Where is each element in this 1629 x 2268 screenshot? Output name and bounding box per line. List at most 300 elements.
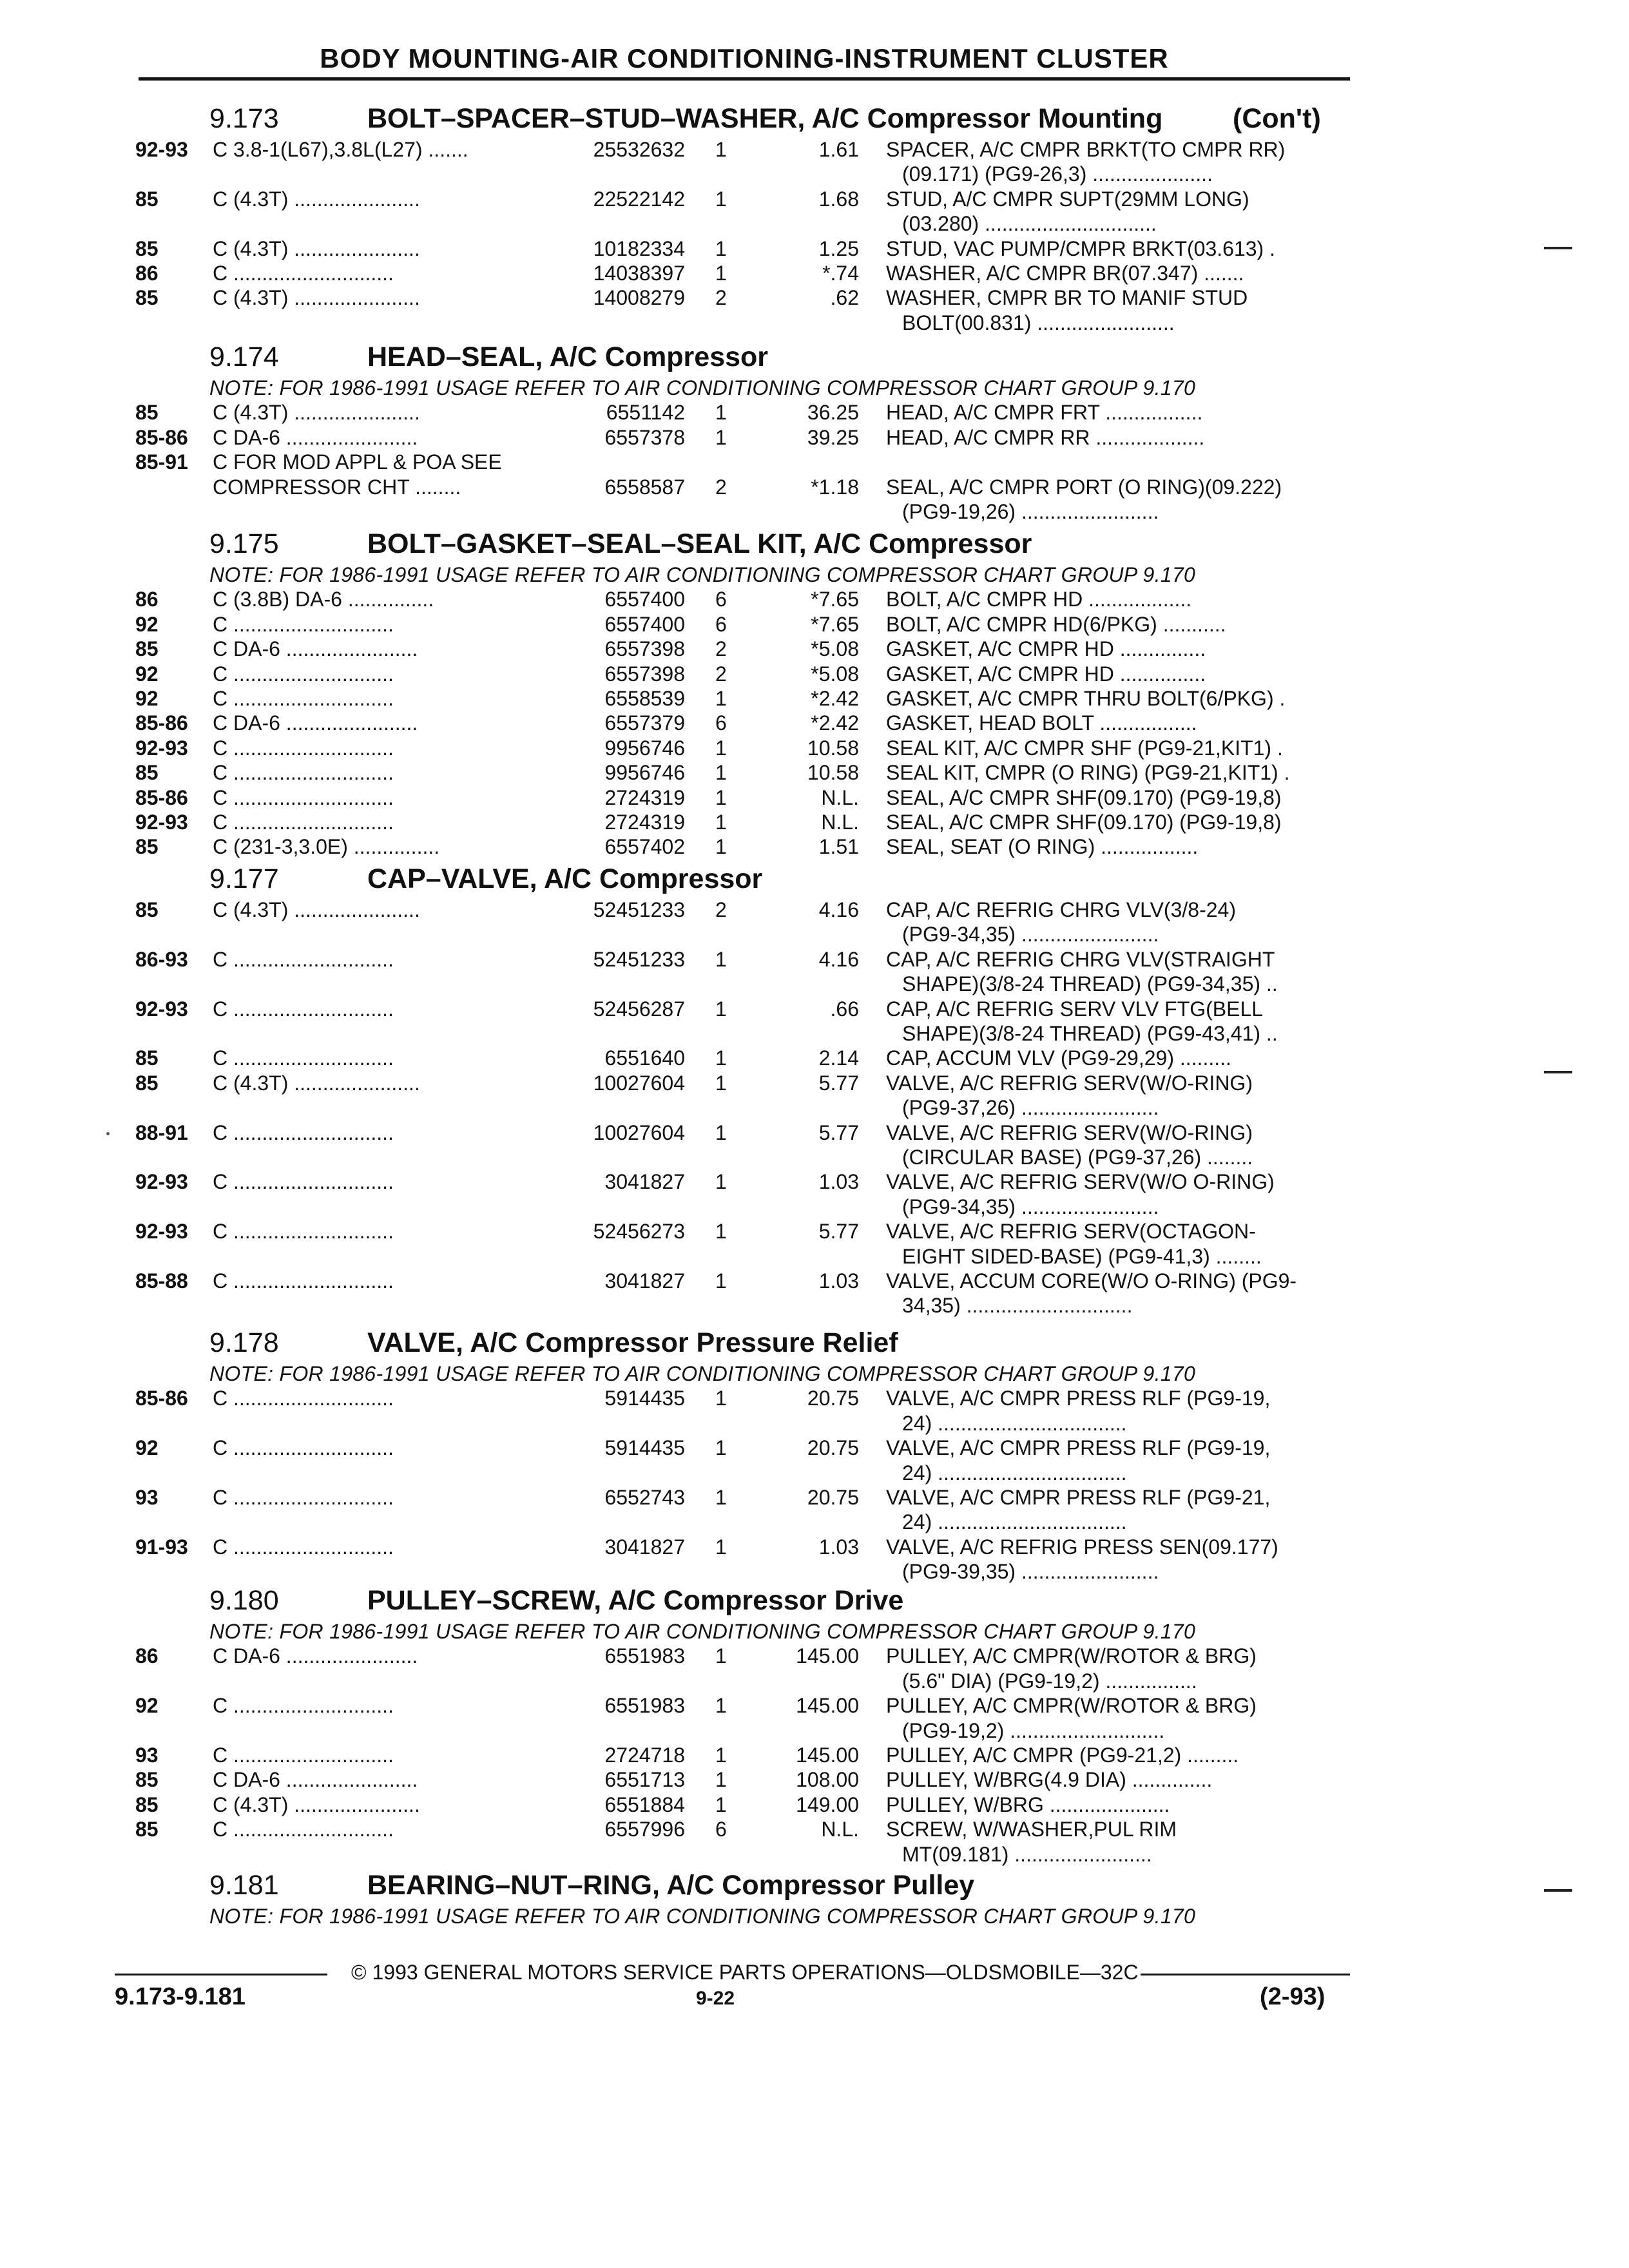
section-continued: (Con't) — [1233, 103, 1321, 134]
model-years: 85 — [135, 286, 159, 310]
application: C ............................ — [213, 1170, 394, 1194]
footer-page-number: 9-22 — [696, 1988, 735, 2009]
quantity: 1 — [715, 947, 727, 971]
price: 1.51 — [818, 835, 859, 859]
part-number: 22522142 — [593, 187, 685, 211]
part-description: VALVE, ACCUM CORE(W/O O-RING) (PG9- — [886, 1269, 1297, 1293]
model-years: 92 — [135, 662, 159, 686]
application: C (4.3T) ...................... — [213, 236, 420, 260]
parts-row — [0, 187, 1629, 212]
part-description: VALVE, A/C REFRIG SERV(W/O O-RING) — [886, 1170, 1275, 1194]
part-description: PULLEY, W/BRG(4.9 DIA) .............. — [886, 1768, 1213, 1792]
parts-row-continuation — [0, 1560, 1629, 1584]
section-heading — [0, 528, 1629, 559]
part-number: 6557378 — [604, 425, 685, 449]
part-description: PULLEY, A/C CMPR (PG9-21,2) ......... — [886, 1744, 1239, 1767]
model-years: 85-86 — [135, 785, 188, 809]
application: C ............................ — [213, 736, 394, 760]
part-description: SPACER, A/C CMPR BRKT(TO CMPR RR) — [886, 138, 1286, 161]
model-years: 85 — [135, 1071, 159, 1095]
application: C ............................ — [213, 262, 394, 285]
page-title: BODY MOUNTING-AIR CONDITIONING-INSTRUMENT CLUSTER — [320, 43, 1169, 73]
part-number: 6557996 — [604, 1818, 685, 1841]
parts-row-continuation — [0, 1294, 1629, 1318]
model-years: 92 — [135, 612, 159, 636]
part-number: 6551983 — [604, 1694, 685, 1718]
price: *2.42 — [811, 711, 859, 735]
part-number: 2724319 — [604, 785, 685, 809]
parts-row — [0, 1046, 1629, 1071]
quantity: 1 — [715, 262, 727, 285]
parts-row — [0, 237, 1629, 262]
part-description-continued: (PG9-34,35) ........................ — [902, 923, 1159, 947]
parts-row — [0, 835, 1629, 860]
part-number: 6557398 — [604, 637, 685, 661]
price: 4.16 — [818, 947, 859, 971]
section-title: BOLT–SPACER–STUD–WASHER, A/C Compressor Mounting — [367, 103, 1163, 134]
part-description: PULLEY, W/BRG ..................... — [886, 1792, 1170, 1816]
part-number: 2724319 — [604, 811, 685, 834]
part-description: SEAL, SEAT (O RING) ................. — [886, 835, 1199, 859]
application: C (4.3T) ...................... — [213, 401, 420, 425]
model-years: 85 — [135, 1768, 159, 1792]
model-years: 92-93 — [135, 736, 188, 760]
model-years: 88-91 — [135, 1120, 188, 1144]
part-number: 6558587 — [604, 475, 685, 499]
part-description-continued: (03.280) .............................. — [902, 212, 1157, 236]
part-number: 5914435 — [604, 1387, 685, 1410]
price: 1.25 — [818, 236, 859, 260]
section-heading — [0, 341, 1629, 372]
section-number: 9.180 — [209, 1585, 279, 1616]
parts-row-continuation — [0, 1022, 1629, 1046]
part-description: SEAL, A/C CMPR SHF(09.170) (PG9-19,8) — [886, 785, 1282, 809]
application: C ............................ — [213, 1486, 394, 1509]
application: C (4.3T) ...................... — [213, 898, 420, 921]
section-number: 9.181 — [209, 1870, 279, 1901]
quantity: 1 — [715, 1269, 727, 1293]
quantity: 1 — [715, 835, 727, 859]
part-number: 6551983 — [604, 1644, 685, 1668]
footer-rule-left — [115, 1974, 327, 1975]
parts-row-continuation — [0, 311, 1629, 336]
price: 1.03 — [818, 1535, 859, 1559]
parts-row — [0, 1170, 1629, 1195]
part-description: SCREW, W/WASHER,PUL RIM — [886, 1818, 1177, 1841]
parts-row — [0, 1436, 1629, 1461]
model-years: 92-93 — [135, 997, 188, 1021]
price: 1.03 — [818, 1269, 859, 1293]
part-number: 52456287 — [593, 997, 685, 1021]
part-number: 14038397 — [593, 262, 685, 285]
part-number: 3041827 — [604, 1269, 685, 1293]
model-years: 92 — [135, 1436, 159, 1460]
application: C ............................ — [213, 662, 394, 686]
part-description: CAP, A/C REFRIG CHRG VLV(STRAIGHT — [886, 947, 1275, 971]
part-number: 6557402 — [604, 835, 685, 859]
part-description: VALVE, A/C REFRIG SERV(W/O-RING) — [886, 1071, 1253, 1095]
parts-row — [0, 1387, 1629, 1411]
part-description-continued: (PG9-19,26) ........................ — [902, 500, 1159, 523]
quantity: 1 — [715, 1486, 727, 1509]
application: COMPRESSOR CHT ........ — [213, 475, 461, 499]
part-description: VALVE, A/C CMPR PRESS RLF (PG9-21, — [886, 1486, 1271, 1509]
price: 5.77 — [818, 1220, 859, 1244]
part-description: VALVE, A/C REFRIG SERV(OCTAGON- — [886, 1220, 1256, 1244]
parts-row — [0, 1793, 1629, 1818]
margin-mark — [1544, 1889, 1572, 1892]
quantity: 2 — [715, 637, 727, 661]
model-years: 85 — [135, 236, 159, 260]
parts-row — [0, 761, 1629, 785]
price: 108.00 — [796, 1768, 859, 1792]
parts-row — [0, 786, 1629, 811]
quantity: 1 — [715, 1387, 727, 1410]
application: C DA-6 ....................... — [213, 637, 418, 661]
parts-row — [0, 286, 1629, 311]
footer-revision: (2-93) — [1260, 1983, 1325, 2010]
application: C ............................ — [213, 1535, 394, 1559]
part-description: VALVE, A/C REFRIG SERV(W/O-RING) — [886, 1120, 1253, 1144]
part-description-continued: 34,35) ............................. — [902, 1294, 1133, 1318]
price: *2.42 — [811, 687, 859, 710]
part-number: 10027604 — [593, 1071, 685, 1095]
application: C ............................ — [213, 785, 394, 809]
quantity: 2 — [715, 286, 727, 310]
price: *7.65 — [811, 612, 859, 636]
price: 39.25 — [807, 425, 859, 449]
section-title: CAP–VALVE, A/C Compressor — [367, 863, 763, 894]
application: C (4.3T) ...................... — [213, 1071, 420, 1095]
part-description: SEAL, A/C CMPR PORT (O RING)(09.222) — [886, 475, 1282, 499]
part-description-continued: SHAPE)(3/8-24 THREAD) (PG9-43,41) .. — [902, 1022, 1278, 1045]
part-number: 52451233 — [593, 947, 685, 971]
part-description: STUD, A/C CMPR SUPT(29MM LONG) — [886, 187, 1249, 211]
model-years: 92 — [135, 1694, 159, 1718]
parts-row — [0, 1694, 1629, 1718]
parts-row — [0, 138, 1629, 162]
application: C ............................ — [213, 1220, 394, 1244]
application: C FOR MOD APPL & POA SEE — [213, 450, 502, 474]
part-description-continued: (PG9-19,2) ........................... — [902, 1718, 1165, 1742]
price: 1.68 — [818, 187, 859, 211]
part-number: 9956746 — [604, 761, 685, 785]
section-title: PULLEY–SCREW, A/C Compressor Drive — [367, 1585, 904, 1616]
part-number: 10182334 — [593, 236, 685, 260]
parts-row — [0, 426, 1629, 450]
part-description: STUD, VAC PUMP/CMPR BRKT(03.613) . — [886, 236, 1275, 260]
parts-row-continuation — [0, 212, 1629, 236]
part-number: 2724718 — [604, 1744, 685, 1767]
quantity: 2 — [715, 475, 727, 499]
section-title: VALVE, A/C Compressor Pressure Relief — [367, 1327, 898, 1358]
price: 5.77 — [818, 1071, 859, 1095]
parts-row — [0, 1818, 1629, 1842]
model-years: 86 — [135, 588, 159, 611]
price: 145.00 — [796, 1694, 859, 1718]
part-description-continued: (PG9-39,35) ........................ — [902, 1560, 1159, 1584]
application: C (4.3T) ...................... — [213, 286, 420, 310]
price: 5.77 — [818, 1120, 859, 1144]
parts-row — [0, 1072, 1629, 1096]
section-title: HEAD–SEAL, A/C Compressor — [367, 341, 769, 372]
parts-row — [0, 687, 1629, 711]
part-description: GASKET, A/C CMPR HD ............... — [886, 662, 1206, 686]
model-years: 85 — [135, 1792, 159, 1816]
application: C (4.3T) ...................... — [213, 187, 420, 211]
part-description: SEAL, A/C CMPR SHF(09.170) (PG9-19,8) — [886, 811, 1282, 834]
part-description: SEAL KIT, CMPR (O RING) (PG9-21,KIT1) . — [886, 761, 1290, 785]
quantity: 1 — [715, 761, 727, 785]
parts-row — [0, 637, 1629, 662]
part-description-continued: (CIRCULAR BASE) (PG9-37,26) ........ — [902, 1146, 1253, 1169]
quantity: 1 — [715, 236, 727, 260]
model-years: 85 — [135, 187, 159, 211]
price: 149.00 — [796, 1792, 859, 1816]
parts-row — [0, 711, 1629, 736]
section-note: NOTE: FOR 1986-1991 USAGE REFER TO AIR CONDITIONING COMPRESSOR CHART GROUP 9.170 — [209, 376, 1196, 399]
quantity: 1 — [715, 736, 727, 760]
quantity: 1 — [715, 1071, 727, 1095]
quantity: 1 — [715, 687, 727, 710]
part-description-continued: MT(09.181) ........................ — [902, 1842, 1152, 1866]
part-number: 3041827 — [604, 1170, 685, 1194]
parts-row-continuation — [0, 500, 1629, 524]
part-description: VALVE, A/C CMPR PRESS RLF (PG9-19, — [886, 1387, 1271, 1410]
section-number: 9.175 — [209, 528, 279, 559]
application: C ............................ — [213, 612, 394, 636]
part-description: BOLT, A/C CMPR HD(6/PKG) ........... — [886, 612, 1226, 636]
quantity: 1 — [715, 425, 727, 449]
section-heading — [0, 1327, 1629, 1358]
title-rule — [139, 77, 1350, 81]
model-years: 92-93 — [135, 138, 188, 161]
part-description: GASKET, A/C CMPR THRU BOLT(6/PKG) . — [886, 687, 1286, 710]
price: .62 — [830, 286, 859, 310]
part-number: 9956746 — [604, 736, 685, 760]
section-heading — [0, 863, 1629, 894]
footer-copyright: © 1993 GENERAL MOTORS SERVICE PARTS OPERATIONS—OLDSMOBILE—32C — [351, 1961, 1139, 1984]
quantity: 1 — [715, 1744, 727, 1767]
footer-section-range: 9.173-9.181 — [115, 1983, 246, 2010]
parts-row — [0, 1486, 1629, 1510]
parts-row — [0, 1269, 1629, 1294]
price: 1.03 — [818, 1170, 859, 1194]
parts-row — [0, 1744, 1629, 1768]
part-description: GASKET, HEAD BOLT ................. — [886, 711, 1197, 735]
model-years: 85-86 — [135, 1387, 188, 1410]
part-description: CAP, A/C REFRIG SERV VLV FTG(BELL — [886, 997, 1264, 1021]
parts-row — [0, 736, 1629, 761]
part-description: GASKET, A/C CMPR HD ............... — [886, 637, 1206, 661]
application: C (4.3T) ...................... — [213, 1792, 420, 1816]
part-number: 6557379 — [604, 711, 685, 735]
price: 10.58 — [807, 761, 859, 785]
price: 145.00 — [796, 1744, 859, 1767]
part-number: 5914435 — [604, 1436, 685, 1460]
model-years: 85 — [135, 835, 159, 859]
application: C ............................ — [213, 811, 394, 834]
part-description: SEAL KIT, A/C CMPR SHF (PG9-21,KIT1) . — [886, 736, 1283, 760]
section-heading — [0, 1585, 1629, 1616]
scan-speck — [106, 1132, 110, 1135]
application: C ............................ — [213, 997, 394, 1021]
application: C DA-6 ....................... — [213, 1644, 418, 1668]
price: N.L. — [821, 785, 859, 809]
application: C ............................ — [213, 761, 394, 785]
parts-row — [0, 948, 1629, 972]
part-description-continued: BOLT(00.831) ........................ — [902, 311, 1175, 334]
section-heading — [0, 103, 1629, 134]
part-description: BOLT, A/C CMPR HD .................. — [886, 588, 1192, 611]
price: *.74 — [822, 262, 859, 285]
quantity: 2 — [715, 898, 727, 921]
parts-row-continuation — [0, 162, 1629, 187]
part-number: 6551713 — [604, 1768, 685, 1792]
price: 1.61 — [818, 138, 859, 161]
parts-row — [0, 450, 1629, 475]
price: *7.65 — [811, 588, 859, 611]
quantity: 1 — [715, 187, 727, 211]
quantity: 1 — [715, 1644, 727, 1668]
parts-row-continuation — [0, 1719, 1629, 1744]
parts-row — [0, 1768, 1629, 1792]
quantity: 6 — [715, 1818, 727, 1841]
parts-row — [0, 401, 1629, 425]
quantity: 1 — [715, 1694, 727, 1718]
quantity: 1 — [715, 138, 727, 161]
part-description: VALVE, A/C CMPR PRESS RLF (PG9-19, — [886, 1436, 1271, 1460]
part-description-continued: (5.6" DIA) (PG9-19,2) ................ — [902, 1669, 1197, 1693]
part-description-continued: EIGHT SIDED-BASE) (PG9-41,3) ........ — [902, 1244, 1262, 1268]
price: N.L. — [821, 1818, 859, 1841]
model-years: 93 — [135, 1744, 159, 1767]
part-description: HEAD, A/C CMPR FRT ................. — [886, 401, 1203, 425]
part-number: 6552743 — [604, 1486, 685, 1509]
section-note: NOTE: FOR 1986-1991 USAGE REFER TO AIR CONDITIONING COMPRESSOR CHART GROUP 9.170 — [209, 1905, 1196, 1928]
section-number: 9.178 — [209, 1327, 279, 1358]
part-description-continued: 24) ................................. — [902, 1411, 1127, 1435]
part-number: 6558539 — [604, 687, 685, 710]
section-note: NOTE: FOR 1986-1991 USAGE REFER TO AIR CONDITIONING COMPRESSOR CHART GROUP 9.170 — [209, 1620, 1196, 1643]
application: C ............................ — [213, 1744, 394, 1767]
part-number: 6551884 — [604, 1792, 685, 1816]
parts-row — [0, 476, 1629, 500]
parts-row — [0, 1535, 1629, 1560]
quantity: 1 — [715, 997, 727, 1021]
application: C ............................ — [213, 947, 394, 971]
application: C ............................ — [213, 1269, 394, 1293]
application: C ............................ — [213, 1436, 394, 1460]
part-description: CAP, A/C REFRIG CHRG VLV(3/8-24) — [886, 898, 1236, 921]
model-years: 92 — [135, 687, 159, 710]
part-number: 25532632 — [593, 138, 685, 161]
quantity: 1 — [715, 1120, 727, 1144]
quantity: 2 — [715, 662, 727, 686]
footer-rule-right — [1141, 1974, 1350, 1975]
part-description: PULLEY, A/C CMPR(W/ROTOR & BRG) — [886, 1644, 1257, 1668]
part-description: PULLEY, A/C CMPR(W/ROTOR & BRG) — [886, 1694, 1257, 1718]
part-number: 52451233 — [593, 898, 685, 921]
parts-row-continuation — [0, 1461, 1629, 1486]
quantity: 6 — [715, 612, 727, 636]
section-title: BOLT–GASKET–SEAL–SEAL KIT, A/C Compressor — [367, 528, 1032, 559]
part-description-continued: (09.171) (PG9-26,3) ..................... — [902, 162, 1213, 186]
model-years: 85-88 — [135, 1269, 188, 1293]
price: .66 — [830, 997, 859, 1021]
model-years: 91-93 — [135, 1535, 188, 1559]
part-number: 10027604 — [593, 1120, 685, 1144]
part-number: 6551142 — [606, 401, 685, 425]
section-note: NOTE: FOR 1986-1991 USAGE REFER TO AIR CONDITIONING COMPRESSOR CHART GROUP 9.170 — [209, 563, 1196, 586]
model-years: 85-91 — [135, 450, 188, 474]
part-description: VALVE, A/C REFRIG PRESS SEN(09.177) — [886, 1535, 1278, 1559]
part-description-continued: SHAPE)(3/8-24 THREAD) (PG9-34,35) .. — [902, 972, 1278, 996]
quantity: 1 — [715, 811, 727, 834]
section-number: 9.174 — [209, 341, 279, 372]
parts-row — [0, 262, 1629, 286]
parts-row-continuation — [0, 1412, 1629, 1436]
price: 36.25 — [807, 401, 859, 425]
parts-row — [0, 588, 1629, 612]
application: C (231-3,3.0E) ............... — [213, 835, 440, 859]
parts-row-continuation — [0, 1669, 1629, 1694]
model-years: 92-93 — [135, 1170, 188, 1194]
price: *5.08 — [811, 637, 859, 661]
margin-mark — [1544, 1071, 1572, 1073]
price: 4.16 — [818, 898, 859, 921]
quantity: 1 — [715, 1436, 727, 1460]
model-years: 85 — [135, 1818, 159, 1841]
parts-row-continuation — [0, 1843, 1629, 1867]
price: 20.75 — [807, 1486, 859, 1509]
part-description-continued: 24) ................................. — [902, 1461, 1127, 1485]
quantity: 6 — [715, 711, 727, 735]
part-number: 6551640 — [604, 1046, 685, 1070]
parts-row-continuation — [0, 972, 1629, 997]
parts-row-continuation — [0, 1245, 1629, 1269]
parts-row — [0, 613, 1629, 637]
price: 2.14 — [818, 1046, 859, 1070]
model-years: 92-93 — [135, 1220, 188, 1244]
part-description: WASHER, CMPR BR TO MANIF STUD — [886, 286, 1248, 310]
parts-row — [0, 898, 1629, 923]
quantity: 1 — [715, 401, 727, 425]
quantity: 1 — [715, 1768, 727, 1792]
margin-mark — [1544, 247, 1572, 249]
model-years: 85 — [135, 898, 159, 921]
section-note: NOTE: FOR 1986-1991 USAGE REFER TO AIR CONDITIONING COMPRESSOR CHART GROUP 9.170 — [209, 1362, 1196, 1385]
model-years: 93 — [135, 1486, 159, 1509]
model-years: 86 — [135, 1644, 159, 1668]
quantity: 6 — [715, 588, 727, 611]
parts-row-continuation — [0, 1195, 1629, 1220]
application: C 3.8-1(L67),3.8L(L27) ....... — [213, 138, 468, 161]
application: C ............................ — [213, 1818, 394, 1841]
parts-row — [0, 1121, 1629, 1146]
part-number: 52456273 — [593, 1220, 685, 1244]
price: *5.08 — [811, 662, 859, 686]
quantity: 1 — [715, 1220, 727, 1244]
model-years: 85-86 — [135, 711, 188, 735]
model-years: 92-93 — [135, 811, 188, 834]
part-description: HEAD, A/C CMPR RR ................... — [886, 425, 1205, 449]
quantity: 1 — [715, 785, 727, 809]
quantity: 1 — [715, 1170, 727, 1194]
part-description-continued: 24) ................................. — [902, 1510, 1127, 1534]
part-description-continued: (PG9-34,35) ........................ — [902, 1195, 1159, 1218]
parts-row-continuation — [0, 1096, 1629, 1120]
